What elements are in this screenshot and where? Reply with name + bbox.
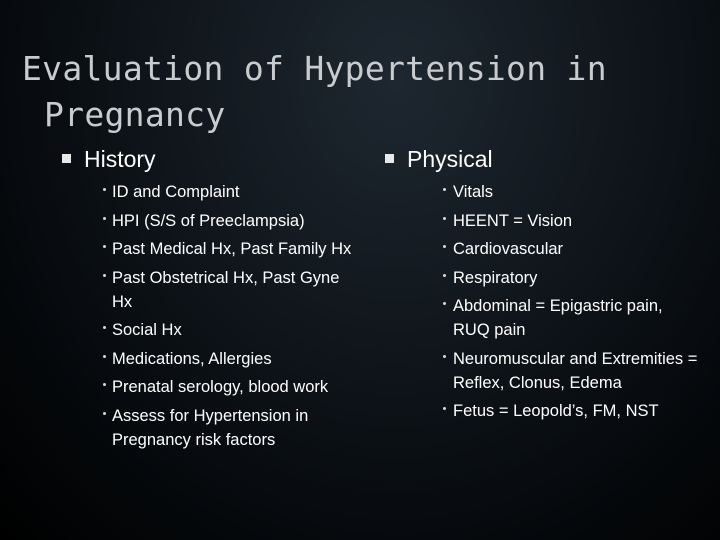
slide-title xyxy=(22,46,702,138)
bullet-dot-icon xyxy=(103,274,106,277)
bullet-dot-icon xyxy=(103,326,106,329)
history-column xyxy=(62,143,352,456)
list-item-text: Past Medical Hx, Past Family Hx xyxy=(112,240,352,258)
square-bullet-icon xyxy=(62,154,71,163)
list-item xyxy=(62,375,352,399)
square-bullet-icon xyxy=(385,154,394,163)
physical-list xyxy=(385,180,703,423)
bullet-dot-icon xyxy=(103,188,106,191)
list-item-text: Abdominal = Epigastric pain, RUQ pain xyxy=(453,297,663,339)
bullet-dot-icon xyxy=(443,188,446,191)
history-heading xyxy=(62,143,352,175)
history-heading-label: History xyxy=(84,146,156,172)
history-list xyxy=(62,180,352,452)
bullet-dot-icon xyxy=(103,245,106,248)
list-item-text: Assess for Hypertension in Pregnancy risk factors xyxy=(112,406,309,449)
physical-heading xyxy=(385,143,703,175)
list-item-text: ID and Complaint xyxy=(112,183,240,201)
slide-title-line-2: Pregnancy xyxy=(44,95,226,134)
list-item-text: Cardiovascular xyxy=(453,240,564,258)
list-item-text: Respiratory xyxy=(453,268,538,287)
list-item-text: Neuromuscular and Extremities = Reflex, Clonus, Edema xyxy=(453,349,698,392)
bullet-dot-icon xyxy=(103,355,106,358)
list-item-text: Fetus = Leopold’s, FM, NST xyxy=(453,402,659,420)
bullet-dot-icon xyxy=(443,355,446,358)
physical-column xyxy=(385,143,703,428)
list-item xyxy=(385,399,703,423)
bullet-dot-icon xyxy=(443,302,446,305)
bullet-dot-icon xyxy=(443,407,446,410)
bullet-dot-icon xyxy=(103,217,106,220)
list-item xyxy=(385,209,703,233)
list-item xyxy=(62,209,352,233)
list-item-text: Prenatal serology, blood work xyxy=(112,378,329,396)
list-item-text: Medications, Allergies xyxy=(112,349,272,368)
list-item-text: Social Hx xyxy=(112,321,182,339)
bullet-dot-icon xyxy=(103,412,106,415)
list-item xyxy=(62,318,352,342)
list-item xyxy=(62,180,352,204)
list-item-text: HPI (S/S of Preeclampsia) xyxy=(112,211,305,230)
list-item xyxy=(385,294,703,342)
list-item xyxy=(62,347,352,371)
list-item-text: Vitals xyxy=(453,183,494,201)
list-item-text: HEENT = Vision xyxy=(453,211,573,230)
list-item xyxy=(385,266,703,290)
list-item xyxy=(62,237,352,261)
list-item xyxy=(62,266,352,314)
list-item xyxy=(62,404,352,452)
physical-heading-label: Physical xyxy=(407,146,493,172)
bullet-dot-icon xyxy=(443,217,446,220)
list-item xyxy=(385,180,703,204)
bullet-dot-icon xyxy=(443,245,446,248)
list-item xyxy=(385,347,703,395)
bullet-dot-icon xyxy=(103,383,106,386)
bullet-dot-icon xyxy=(443,274,446,277)
list-item-text: Past Obstetrical Hx, Past Gyne Hx xyxy=(112,268,340,311)
list-item xyxy=(385,237,703,261)
slide-title-line-1: Evaluation of Hypertension in xyxy=(22,49,607,88)
